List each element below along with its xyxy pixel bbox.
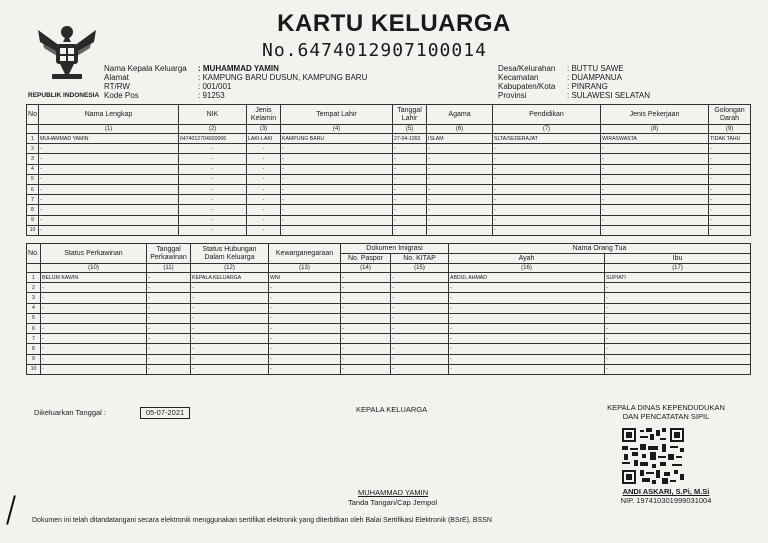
table-cell: -: [393, 195, 427, 205]
col-num: (16): [449, 264, 605, 273]
card-number: No.6474012907100014: [262, 40, 487, 61]
value-desa: : BUTTU SAWE: [567, 64, 624, 73]
table-cell: -: [393, 205, 427, 215]
table-cell: -: [427, 174, 493, 184]
table-cell: -: [393, 184, 427, 194]
table-cell: -: [393, 174, 427, 184]
label-desa: Desa/Kelurahan: [498, 64, 556, 73]
col-header-tempat-lahir: Tempat Lahir: [281, 105, 393, 125]
table-cell: -: [269, 323, 341, 333]
table-cell: -: [247, 215, 281, 225]
table-row: [27, 144, 751, 154]
row-number: 5: [27, 174, 39, 184]
col-header-dokumen-imigrasi: Dokumen Imigrasi: [341, 244, 449, 254]
table-cell: -: [247, 174, 281, 184]
label-alamat: Alamat: [104, 73, 129, 82]
table-cell: -: [391, 283, 449, 293]
family-members-table: [26, 104, 751, 236]
col-header-agama: Agama: [427, 105, 493, 125]
col-num: (5): [393, 125, 427, 134]
table-row: [27, 195, 751, 205]
col-num: (11): [147, 264, 191, 273]
table-cell: -: [605, 323, 751, 333]
table-cell: -: [179, 205, 247, 215]
table-row: [27, 303, 751, 313]
value-nama-kepala: : MUHAMMAD YAMIN: [198, 64, 279, 73]
table-cell: 1: [27, 273, 41, 283]
official-title-line1: KEPALA DINAS KEPENDUDUKAN: [607, 403, 725, 412]
table-cell: -: [191, 283, 269, 293]
table-cell: -: [247, 195, 281, 205]
header-right-labels: [498, 64, 555, 100]
table-cell: -: [605, 293, 751, 303]
table-cell: -: [147, 334, 191, 344]
col-header-pekerjaan: Jenis Pekerjaan: [601, 105, 709, 125]
row-number: 8: [27, 205, 39, 215]
table-cell: -: [391, 344, 449, 354]
table-row: [27, 134, 751, 144]
col-num: (10): [41, 264, 147, 273]
col-header-golongan-darah: Golongan Darah: [709, 105, 751, 125]
table-cell: -: [281, 225, 393, 235]
table-cell: -: [341, 293, 391, 303]
table-cell: -: [493, 195, 601, 205]
row-number: 9: [27, 354, 41, 364]
table-cell: -: [191, 354, 269, 364]
table-cell: -: [605, 283, 751, 293]
col-num: (7): [493, 125, 601, 134]
table-cell: -: [179, 144, 247, 154]
row-number: 4: [27, 164, 39, 174]
table-row: [27, 313, 751, 323]
table-row: [27, 283, 751, 293]
value-provinsi: : SULAWESI SELATAN: [567, 91, 650, 100]
table-row: [27, 154, 751, 164]
table-cell: -: [449, 303, 605, 313]
table-cell: -: [393, 225, 427, 235]
table-cell: -: [427, 164, 493, 174]
table-cell: -: [247, 154, 281, 164]
table-cell: -: [191, 344, 269, 354]
table-cell: -: [41, 323, 147, 333]
official-name: ANDI ASKARI, S.Pi, M.Si: [622, 487, 710, 496]
table-row: [27, 334, 751, 344]
table-cell: -: [449, 334, 605, 344]
head-of-family-sign-note: Tanda Tangan/Cap Jempol: [348, 498, 438, 507]
document-title: KARTU KELUARGA: [277, 10, 511, 37]
value-kodepos: : 91253: [198, 91, 225, 100]
table-cell: -: [281, 174, 393, 184]
table-cell: -: [269, 283, 341, 293]
pen-mark: [6, 495, 16, 524]
table-cell: -: [281, 195, 393, 205]
header-left-values: [198, 64, 367, 100]
table-cell: -: [393, 215, 427, 225]
qr-code-icon: [622, 428, 684, 484]
table-cell: -: [39, 174, 179, 184]
table-cell: -: [269, 364, 341, 374]
table-cell: -: [147, 273, 191, 283]
table-cell: -: [393, 144, 427, 154]
table-cell: 1: [27, 134, 39, 144]
table-cell: -: [449, 323, 605, 333]
row-number: 7: [27, 334, 41, 344]
head-of-family-name: MUHAMMAD YAMIN: [358, 488, 429, 497]
table-cell: -: [449, 364, 605, 374]
table-cell: -: [39, 215, 179, 225]
table-cell: -: [41, 293, 147, 303]
table-cell: -: [449, 293, 605, 303]
table-cell: -: [269, 313, 341, 323]
value-kecamatan: : DUAMPANUA: [567, 73, 622, 82]
official-title-line2: DAN PENCATATAN SIPIL: [622, 412, 710, 421]
col-header-kewarganegaraan: Kewarganegaraan: [269, 244, 341, 264]
col-header-no2: No.: [27, 244, 41, 264]
col-header-nama-orang-tua: Nama Orang Tua: [449, 244, 751, 254]
table-cell: -: [391, 323, 449, 333]
col-num: (13): [269, 264, 341, 273]
col-num-empty2: [27, 264, 41, 273]
table-cell: -: [147, 323, 191, 333]
table-cell: -: [601, 184, 709, 194]
table-cell: -: [449, 344, 605, 354]
issued-date: 05-07-2021: [140, 407, 190, 419]
row-number: 2: [27, 144, 39, 154]
table-cell: -: [427, 184, 493, 194]
value-rtrw: : 001/001: [198, 82, 232, 91]
table-cell: -: [391, 293, 449, 303]
table-row: [27, 174, 751, 184]
table-cell: -: [391, 303, 449, 313]
row-number: 6: [27, 184, 39, 194]
table-cell: -: [341, 283, 391, 293]
header-left-labels: [104, 64, 187, 100]
col-num-empty: [27, 125, 39, 134]
table-cell: -: [709, 205, 751, 215]
table-cell: -: [601, 154, 709, 164]
table-cell: -: [601, 195, 709, 205]
table-cell: -: [39, 205, 179, 215]
table-row: [27, 225, 751, 235]
table-cell: -: [147, 293, 191, 303]
table-cell: -: [493, 205, 601, 215]
table-cell: 6474012704920006: [179, 134, 247, 144]
col-header-jenis-kelamin: Jenis Kelamin: [247, 105, 281, 125]
value-alamat: : KAMPUNG BARU DUSUN, KAMPUNG BARU: [198, 73, 368, 82]
table-cell: -: [493, 154, 601, 164]
row-number: 7: [27, 195, 39, 205]
table-cell: ISLAM: [427, 134, 493, 144]
value-kabupaten: : PINRANG: [567, 82, 608, 91]
table-row: [27, 364, 751, 374]
col-num: (12): [191, 264, 269, 273]
table-cell: TIDAK TAHU: [709, 134, 751, 144]
table-cell: -: [41, 283, 147, 293]
table-cell: -: [191, 323, 269, 333]
col-header-no: No: [27, 105, 39, 125]
table-cell: ABDUL AHMAD: [449, 273, 605, 283]
table-cell: -: [709, 144, 751, 154]
table-cell: -: [449, 313, 605, 323]
table-cell: -: [269, 303, 341, 313]
table-cell: -: [709, 215, 751, 225]
table-cell: -: [41, 344, 147, 354]
table-cell: -: [493, 164, 601, 174]
table-cell: -: [39, 144, 179, 154]
table-cell: -: [247, 225, 281, 235]
table-cell: LAKI-LAKI: [247, 134, 281, 144]
table-cell: -: [281, 215, 393, 225]
table-cell: -: [601, 225, 709, 235]
table-cell: -: [391, 364, 449, 374]
col-num: (4): [281, 125, 393, 134]
table-cell: -: [179, 174, 247, 184]
table-cell: -: [147, 364, 191, 374]
table-row: [27, 215, 751, 225]
table-cell: -: [493, 184, 601, 194]
table-cell: -: [601, 174, 709, 184]
col-header-ayah: Ayah: [449, 254, 605, 264]
table-cell: -: [39, 195, 179, 205]
table-row: [27, 205, 751, 215]
col-header-tanggal-perkawinan: Tanggal Perkawinan: [147, 244, 191, 264]
table-cell: -: [269, 293, 341, 303]
table-cell: -: [247, 205, 281, 215]
table-cell: -: [39, 164, 179, 174]
table-cell: -: [281, 164, 393, 174]
table-cell: -: [493, 215, 601, 225]
table-row: [27, 354, 751, 364]
table-cell: -: [191, 313, 269, 323]
col-num: (8): [601, 125, 709, 134]
table-cell: -: [709, 154, 751, 164]
label-kodepos: Kode Pos: [104, 91, 139, 100]
table-cell: -: [147, 313, 191, 323]
table-cell: -: [427, 215, 493, 225]
table-cell: -: [601, 164, 709, 174]
table-cell: -: [391, 354, 449, 364]
table-cell: -: [427, 205, 493, 215]
row-number: 5: [27, 313, 41, 323]
label-nama-kepala: Nama Kepala Keluarga: [104, 64, 187, 73]
label-rtrw: RT/RW: [104, 82, 130, 91]
table-cell: -: [191, 364, 269, 374]
col-header-status-hubungan: Status Hubungan Dalam Keluarga: [191, 244, 269, 264]
label-kabupaten: Kabupaten/Kota: [498, 82, 556, 91]
table-cell: -: [709, 225, 751, 235]
table-row: [27, 293, 751, 303]
table-cell: -: [247, 164, 281, 174]
row-number: 10: [27, 225, 39, 235]
table-cell: -: [341, 354, 391, 364]
table-cell: -: [341, 303, 391, 313]
table-cell: -: [191, 334, 269, 344]
table-cell: -: [281, 205, 393, 215]
col-header-no-paspor: No. Paspor: [341, 254, 391, 264]
table-cell: -: [605, 364, 751, 374]
table-cell: -: [191, 293, 269, 303]
table-cell: -: [41, 313, 147, 323]
col-num: (2): [179, 125, 247, 134]
table-cell: -: [393, 164, 427, 174]
table-cell: -: [391, 334, 449, 344]
table-cell: -: [605, 354, 751, 364]
table-cell: -: [605, 334, 751, 344]
table-cell: -: [41, 334, 147, 344]
table-cell: -: [341, 313, 391, 323]
table-cell: -: [427, 144, 493, 154]
table-cell: KAMPUNG BARU: [281, 134, 393, 144]
table-cell: -: [147, 303, 191, 313]
col-header-nik: NIK: [179, 105, 247, 125]
table-cell: -: [39, 154, 179, 164]
row-number: 3: [27, 154, 39, 164]
official-nip: NIP. 197410301999031004: [620, 496, 712, 505]
col-header-status-perkawinan: Status Perkawinan: [41, 244, 147, 264]
table-row: [27, 273, 751, 283]
row-number: 10: [27, 364, 41, 374]
row-number: 8: [27, 344, 41, 354]
table-cell: -: [341, 334, 391, 344]
col-header-nama: Nama Lengkap: [39, 105, 179, 125]
table-cell: KEPALA KELUARGA: [191, 273, 269, 283]
table-cell: -: [449, 354, 605, 364]
table-cell: -: [281, 154, 393, 164]
table-cell: -: [247, 144, 281, 154]
table-cell: -: [709, 164, 751, 174]
table-cell: -: [393, 154, 427, 164]
table-cell: -: [179, 164, 247, 174]
table-cell: -: [247, 184, 281, 194]
table-cell: -: [493, 174, 601, 184]
row-number: 9: [27, 215, 39, 225]
table-cell: -: [605, 303, 751, 313]
emblem-caption: REPUBLIK INDONESIA: [28, 92, 100, 99]
table-row: [27, 323, 751, 333]
table-cell: -: [147, 344, 191, 354]
table-cell: -: [341, 344, 391, 354]
col-num: (6): [427, 125, 493, 134]
col-header-pendidikan: Pendidikan: [493, 105, 601, 125]
table-cell: -: [427, 225, 493, 235]
table-cell: -: [41, 354, 147, 364]
col-header-tanggal-lahir: Tanggal Lahir: [393, 105, 427, 125]
electronic-signature-note: Dokumen ini telah ditandatangani secara elektronik menggunakan sertifikat elektronik yang diterbitkan oleh Balai Sertifikasi Elektronik (BSrE), BSSN: [32, 517, 492, 524]
table-row: [27, 344, 751, 354]
row-number: 3: [27, 293, 41, 303]
table-cell: SLTA/SEDERAJAT: [493, 134, 601, 144]
table-cell: -: [391, 273, 449, 283]
table-cell: BELUM KAWIN: [41, 273, 147, 283]
label-provinsi: Provinsi: [498, 91, 527, 100]
table-cell: -: [427, 154, 493, 164]
table-cell: -: [179, 154, 247, 164]
table-cell: -: [605, 344, 751, 354]
col-num: (1): [39, 125, 179, 134]
table-cell: -: [605, 313, 751, 323]
family-status-table: [26, 243, 751, 375]
table-cell: -: [449, 283, 605, 293]
table-cell: -: [179, 215, 247, 225]
table-cell: -: [493, 144, 601, 154]
table-cell: WIRASWASTA: [601, 134, 709, 144]
table-cell: MUHAMMAD YAMIN: [39, 134, 179, 144]
table-cell: -: [493, 225, 601, 235]
table-cell: -: [341, 364, 391, 374]
table-cell: -: [147, 354, 191, 364]
table-cell: -: [391, 313, 449, 323]
table-cell: -: [709, 184, 751, 194]
table-cell: -: [709, 174, 751, 184]
col-header-no-kitap: No. KITAP: [391, 254, 449, 264]
header-right-values: [567, 64, 650, 100]
table-cell: -: [601, 205, 709, 215]
head-of-family-title: KEPALA KELUARGA: [356, 405, 428, 414]
row-number: 4: [27, 303, 41, 313]
table-cell: -: [41, 364, 147, 374]
table-cell: -: [269, 354, 341, 364]
table-cell: -: [147, 283, 191, 293]
col-num: (15): [391, 264, 449, 273]
table-cell: -: [281, 184, 393, 194]
table-cell: 27-04-1992: [393, 134, 427, 144]
table-cell: -: [709, 195, 751, 205]
table-cell: -: [179, 225, 247, 235]
table-cell: -: [341, 273, 391, 283]
table-row: [27, 184, 751, 194]
table-cell: SUPIATI: [605, 273, 751, 283]
table-cell: -: [39, 225, 179, 235]
table-cell: -: [269, 334, 341, 344]
table-cell: -: [41, 303, 147, 313]
issued-label: Dikeluarkan Tanggal :: [34, 408, 106, 417]
table-cell: -: [601, 144, 709, 154]
col-num: (14): [341, 264, 391, 273]
table-cell: -: [427, 195, 493, 205]
row-number: 6: [27, 323, 41, 333]
table-cell: -: [191, 303, 269, 313]
col-num: (3): [247, 125, 281, 134]
row-number: 2: [27, 283, 41, 293]
table-cell: -: [269, 344, 341, 354]
table-cell: -: [179, 184, 247, 194]
table-cell: -: [39, 184, 179, 194]
table-cell: -: [601, 215, 709, 225]
col-header-ibu: Ibu: [605, 254, 751, 264]
table-cell: -: [341, 323, 391, 333]
col-num: (9): [709, 125, 751, 134]
table-cell: WNI: [269, 273, 341, 283]
label-kecamatan: Kecamatan: [498, 73, 539, 82]
col-num: (17): [605, 264, 751, 273]
table-cell: -: [281, 144, 393, 154]
table-cell: -: [179, 195, 247, 205]
table-row: [27, 164, 751, 174]
